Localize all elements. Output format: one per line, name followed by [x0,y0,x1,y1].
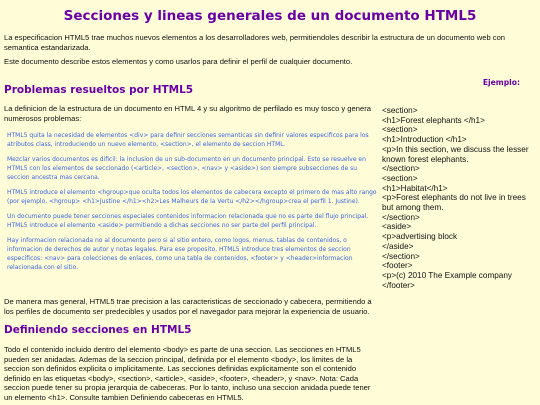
code-line: </section> [382,251,420,261]
problems-heading: Problemas resueltos por HTML5 [4,84,194,96]
intro-paragraph: La especificacion HTML5 trae muchos nuevos elementos a los desarrolladores web, permitiendoles describir la estructura de un documento web con semantica estandarizada. [4,33,506,52]
code-line: <p>(c) 2010 The Example company [382,270,513,280]
code-line: <h1>Habitat</h1> [382,183,448,193]
code-line: </footer> [382,280,415,290]
code-line: <h1>Introduction </h1> [382,135,467,145]
code-line: <p>Forest elephants do not live in trees but among them. [382,193,526,213]
example-label: Ejemplo: [482,78,520,87]
defining-heading: Definiendo secciones en HTML5 [4,324,192,336]
note-item: HTML5 introduce el elemento <hgroup>que oculta todos los elementos de cabecera excepto el primero de mas alto rango (por ejemplo, <hgroup> <h1>Justine </h1><h2>Les Malheurs de la Vertu </h2></hgroup>crea el perfil 1. Justine). [7,189,377,205]
note-item: Un documento puede tener secciones especiales contenidos informacion relacionada que no es parte del flujo principal. HTML5 introduce el elemento <aside> permitiendo a dichas secciones no ser parte del perfil principal. [7,213,369,229]
example-code [382,106,532,290]
page-title: Secciones y lineas generales de un documento HTML5 [63,8,477,24]
defining-paragraph: Todo el contenido incluido dentro del elemento <body> es parte de una seccion. Las secciones en HTML5 pueden ser anidadas. Ademas de la seccion principal, definida por el elemento <body>, los limites de la seccion son definidos explicita o implicitamente. Las secciones definidas explicitamente son el contenido definido en las etiquetas <body>, <section>, <article>, <aside>, <footer>, <header>, y <nav>. Nota: Cada seccion puede tener su propia jerarquia de cabeceras. Por lo tanto, incluso una seccion anidada puede tener un elemento <h1>. Consulte tambien Definiendo cabeceras en HTML5. [4,345,371,402]
problems-notes [4,131,377,278]
code-line: <h1>Forest elephants </h1> [382,115,485,125]
summary-paragraph: De manera mas general, HTML5 trae precision a las caracteristicas de seccionado y cabecera, permitiendo a los perfiles de documento ser predecibles y usados por el navegador para mejorar la experiencia de usuario. [4,297,372,316]
code-line: <footer> [382,261,413,271]
note-item: Mezclar varios documentos es dificil: la inclusion de un sub-documento en un documento principal. Esto se resuelve en HTML5 con los elementos de seccionado (<article>, <section>, <nav> y <aside>) son siempre subsecciones de su seccion ancestra mas cercana. [7,156,366,181]
intro-paragraph: Este documento describe estos elementos y como usarlos para definir el perfil de cualquier documento. [4,57,353,66]
code-line: </section> [382,212,420,222]
code-line: <section> [382,125,418,135]
code-line: <section> [382,173,418,183]
problems-paragraph: La definicion de la estructura de un documento en HTML 4 y su algoritmo de perfilado es muy tosco y genera numerosos problemas: [4,104,371,123]
code-line: <p>advertising block [382,232,458,242]
code-line: <p>In this section, we discuss the lesser known forest elephants. [382,144,529,164]
note-item: Hay informacion relacionada no al documento pero si al sitio entero, como logos, menus, tablas de contenidos, o informacion de derechos de autor y notas legales. Para ese proposito, HTML5 introduce tres elementos de seccion especificos: <nav> para colecciones de enlaces, como una tabla de contenidos, <footer> y <header>informacion relacionada con el sitio. [7,237,353,271]
code-line: </section> [382,164,420,174]
code-line: </aside> [382,241,414,251]
note-item: HTML5 quita la necesidad de elementos <div> para definir secciones semanticas sin definir valores especificos para los atributos class, introduciendo un nuevo elemento, <section>, el elemento de seccion HTML. [7,132,369,148]
code-line: <aside> [382,222,412,232]
code-line: <section> [382,106,418,115]
